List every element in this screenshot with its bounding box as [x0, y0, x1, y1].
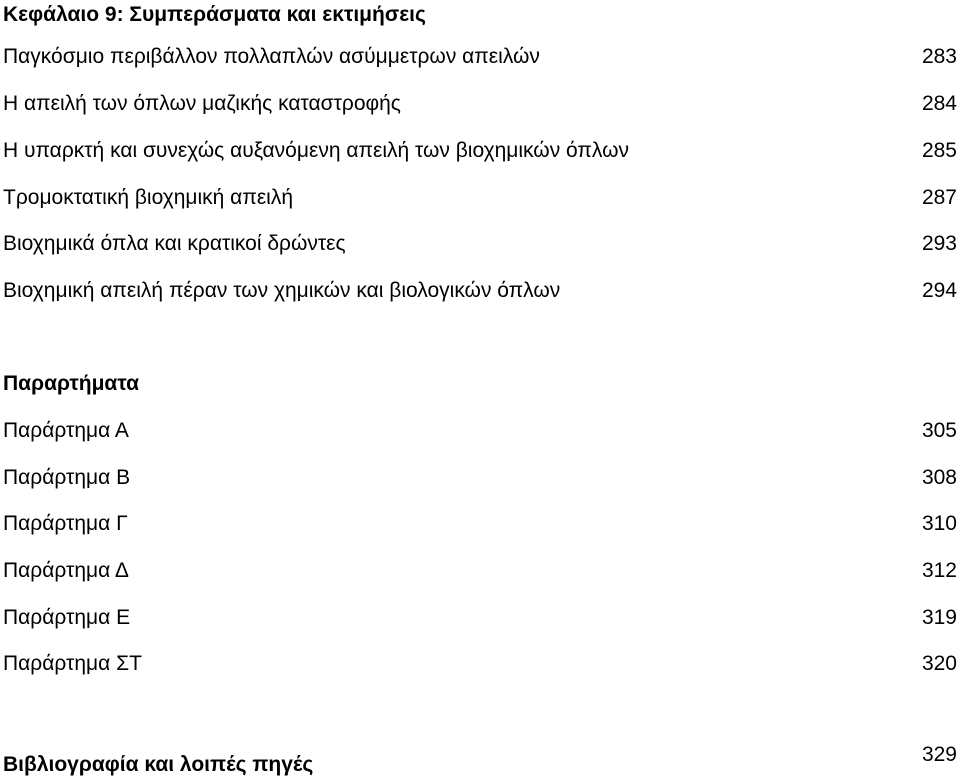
toc-entry[interactable] — [3, 509, 957, 539]
appendices-title: Παραρτήματα — [3, 372, 140, 395]
bibliography-page-row — [3, 740, 957, 770]
toc-entry-page: 310 — [921, 512, 957, 535]
toc-entry-label: Παράρτημα ΣΤ — [3, 652, 142, 675]
toc-entry-label: Παράρτημα Γ — [3, 512, 128, 535]
toc-entry[interactable] — [3, 183, 957, 213]
toc-entry-page: 285 — [921, 139, 957, 162]
toc-entry-page: 319 — [921, 606, 957, 629]
appendices-heading — [3, 369, 957, 399]
toc-entry[interactable] — [3, 463, 957, 493]
toc-entry-page: 308 — [921, 466, 957, 489]
toc-entry-label: Βιοχημική απειλή πέραν των χημικών και βιολογικών όπλων — [3, 279, 561, 302]
toc-entry-label: Παράρτημα Β — [3, 466, 131, 489]
toc-entry-page: 305 — [921, 419, 957, 442]
toc-entry-label: Η απειλή των όπλων μαζικής καταστροφής — [3, 92, 401, 115]
toc-entry-page: 287 — [921, 186, 957, 209]
toc-entry[interactable] — [3, 42, 957, 72]
toc-entry-page: 312 — [921, 559, 957, 582]
toc-entry[interactable] — [3, 649, 957, 679]
toc-entry[interactable] — [3, 416, 957, 446]
toc-entry-label: Παράρτημα Δ — [3, 559, 129, 582]
toc-entry-page: 284 — [921, 92, 957, 115]
bibliography-page: 329 — [921, 743, 957, 766]
toc-entry-label: Τρομοκτατική βιοχημική απειλή — [3, 186, 294, 209]
toc-entry[interactable] — [3, 556, 957, 586]
toc-entry-label: Παράρτημα Α — [3, 419, 129, 442]
toc-entry[interactable] — [3, 89, 957, 119]
toc-entry-label: Η υπαρκτή και συνεχώς αυξανόμενη απειλή των βιοχημικών όπλων — [3, 139, 629, 162]
toc-entry-page: 293 — [921, 232, 957, 255]
toc-entry-label: Παράρτημα Ε — [3, 606, 131, 629]
toc-entry-label: Βιοχημικά όπλα και κρατικοί δρώντες — [3, 232, 346, 255]
chapter-heading — [3, 0, 957, 30]
toc-entry[interactable] — [3, 603, 957, 633]
toc-entry[interactable] — [3, 276, 957, 306]
toc-entry[interactable] — [3, 229, 957, 259]
toc-entry-page: 320 — [921, 652, 957, 675]
chapter-title: Κεφάλαιο 9: Συμπεράσματα και εκτιμήσεις — [3, 3, 426, 26]
toc-entry[interactable] — [3, 136, 957, 166]
toc-entry-page: 294 — [921, 279, 957, 302]
toc-entry-label: Παγκόσμιο περιβάλλον πολλαπλών ασύμμετρων απειλών — [3, 45, 540, 68]
toc-entry-page: 283 — [921, 45, 957, 68]
bibliography-label: Βιβλιογραφία και λοιπές πηγές — [3, 753, 314, 776]
